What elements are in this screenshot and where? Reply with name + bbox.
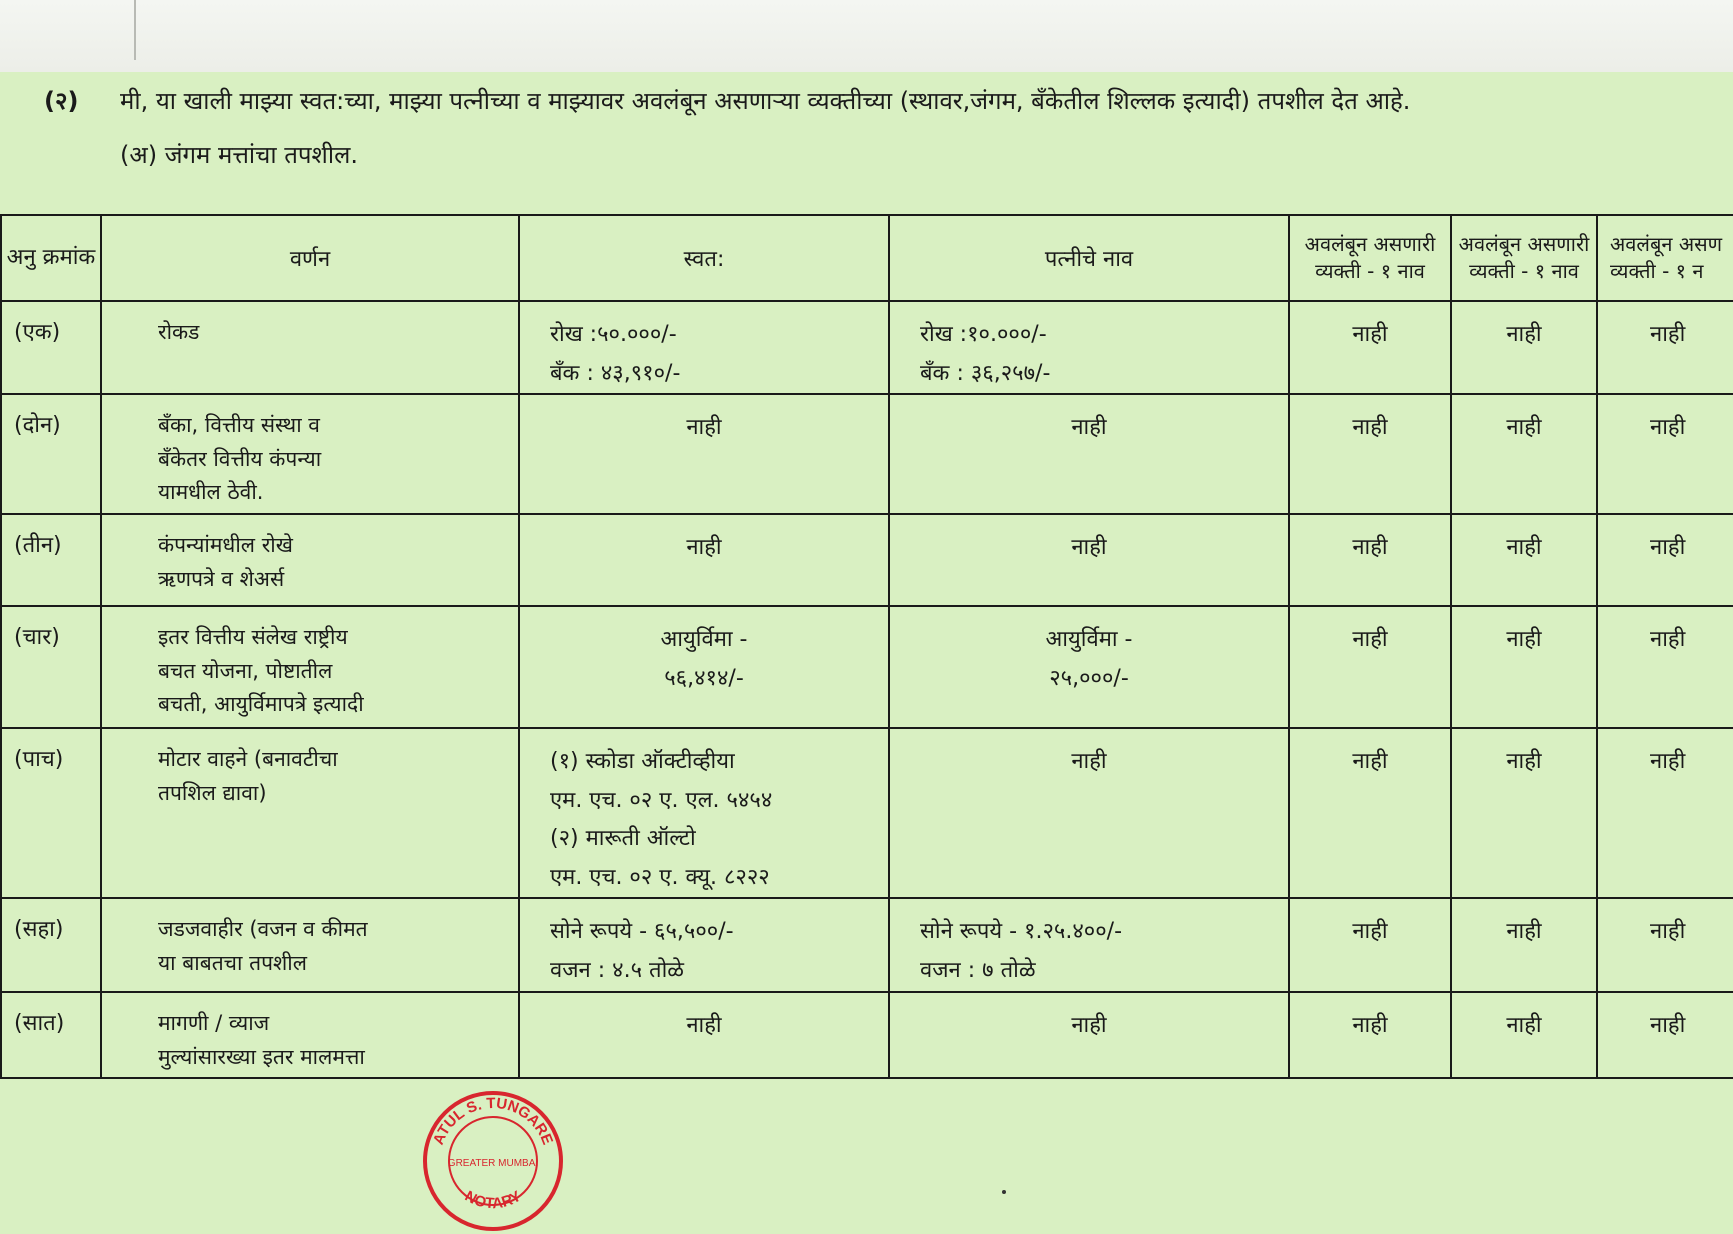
table-row — [1, 301, 1733, 394]
self-value-cell-line: (१) स्कोडा ऑक्टीव्हीया — [550, 749, 735, 774]
self-value-cell — [519, 606, 889, 728]
spouse-value-cell — [889, 514, 1289, 606]
table-row — [1, 728, 1733, 898]
spouse-value-cell-line: सोने रूपये - १.२५.४००/- — [920, 919, 1123, 944]
table-row — [1, 394, 1733, 514]
self-value-cell-line: नाही — [686, 535, 722, 560]
description-cell-line: रोकड — [158, 320, 200, 344]
spouse-value-cell-line: नाही — [1071, 749, 1107, 774]
description-cell-line: या बाबतचा तपशील — [158, 950, 307, 975]
stamp-name: ATUL S. TUNGARE — [429, 1094, 557, 1148]
spouse-value-cell-line: रोख :१०.०००/- — [920, 322, 1047, 347]
serial-cell: (दोन) — [1, 394, 101, 514]
dependent-3-cell: नाही — [1597, 301, 1733, 394]
description-cell-line: ऋणपत्रे व शेअर्स — [158, 566, 285, 591]
header-dependent-1: अवलंबून असणारी व्यक्ती - १ नाव — [1289, 215, 1451, 301]
header-dependent-3: अवलंबून असण व्यक्ती - १ न — [1597, 215, 1733, 301]
header-dependent-2: अवलंबून असणारी व्यक्ती - १ नाव — [1451, 215, 1597, 301]
serial-cell: (तीन) — [1, 514, 101, 606]
description-cell — [101, 394, 519, 514]
header-spouse: पत्नीचे नाव — [889, 215, 1289, 301]
notary-stamp — [420, 1088, 566, 1234]
description-cell — [101, 606, 519, 728]
self-value-cell-line: नाही — [686, 415, 722, 440]
dependent-1-cell: नाही — [1289, 606, 1451, 728]
description-cell-line: तपशिल द्यावा) — [158, 780, 267, 805]
spouse-value-cell — [889, 394, 1289, 514]
dependent-1-cell: नाही — [1289, 992, 1451, 1078]
spouse-value-cell-line: नाही — [1071, 535, 1107, 560]
description-cell-line: बचत योजना, पोष्टातील — [158, 658, 333, 683]
spouse-value-cell — [889, 728, 1289, 898]
serial-cell: (सात) — [1, 992, 101, 1078]
spouse-value-cell-line: २५,०००/- — [1049, 665, 1129, 691]
spouse-value-cell-line: नाही — [1071, 1013, 1107, 1038]
description-cell-line: यामधील ठेवी. — [158, 480, 264, 505]
self-value-cell — [519, 992, 889, 1078]
declaration-text: मी, या खाली माझ्या स्वत:च्या, माझ्या पत्नीच्या व माझ्यावर अवलंबून असणाऱ्या व्यक्तीच्या (स्थावर,जंगम, बँकेतील शिल्लक इत्यादी) तपशील देत आहे. — [120, 87, 1411, 115]
self-value-cell-line: (२) मारूती ऑल्टो — [550, 826, 696, 851]
dependent-1-cell: नाही — [1289, 394, 1451, 514]
description-cell-line: मोटार वाहने (बनावटीचा — [158, 747, 338, 771]
spouse-value-cell-line: नाही — [1071, 415, 1107, 440]
description-cell-line: कंपन्यांमधील रोखे — [158, 533, 293, 557]
dependent-2-cell: नाही — [1451, 514, 1597, 606]
description-cell — [101, 514, 519, 606]
spouse-value-cell — [889, 898, 1289, 992]
table-header-row — [1, 215, 1733, 301]
spouse-value-cell-line: वजन : ७ तोळे — [920, 957, 1036, 983]
self-value-cell-line: वजन : ४.५ तोळे — [550, 957, 684, 983]
self-value-cell — [519, 394, 889, 514]
dependent-3-cell: नाही — [1597, 514, 1733, 606]
self-value-cell-line: एम. एच. ०२ ए. क्यू. ८२२२ — [550, 864, 770, 890]
dependent-3-cell: नाही — [1597, 898, 1733, 992]
self-value-cell-line: रोख :५०.०००/- — [550, 322, 677, 347]
description-cell — [101, 992, 519, 1078]
spouse-value-cell — [889, 606, 1289, 728]
table-row — [1, 514, 1733, 606]
dependent-1-cell: नाही — [1289, 898, 1451, 992]
header-self: स्वत: — [519, 215, 889, 301]
description-cell-line: मागणी / व्याज — [158, 1011, 270, 1035]
description-cell-line: बँका, वित्तीय संस्था व — [158, 413, 320, 437]
ink-speck — [1002, 1190, 1006, 1194]
dependent-3-cell: नाही — [1597, 992, 1733, 1078]
description-cell-line: इतर वित्तीय संलेख राष्ट्रीय — [158, 625, 348, 649]
table-row — [1, 606, 1733, 728]
dependent-3-cell: नाही — [1597, 728, 1733, 898]
self-value-cell — [519, 514, 889, 606]
movable-assets-table — [0, 214, 1733, 1079]
self-value-cell-line: ५६,४१४/- — [664, 665, 744, 691]
self-value-cell-line: सोने रूपये - ६५,५००/- — [550, 919, 734, 944]
self-value-cell — [519, 728, 889, 898]
description-cell-line: बँकेतर वित्तीय कंपन्या — [158, 446, 322, 471]
description-cell — [101, 728, 519, 898]
page-above-edge — [0, 0, 1733, 72]
dependent-2-cell: नाही — [1451, 898, 1597, 992]
self-value-cell — [519, 301, 889, 394]
dependent-3-cell: नाही — [1597, 394, 1733, 514]
header-description: वर्णन — [101, 215, 519, 301]
self-value-cell-line: नाही — [686, 1013, 722, 1038]
serial-cell: (पाच) — [1, 728, 101, 898]
table-row — [1, 992, 1733, 1078]
dependent-1-cell: नाही — [1289, 514, 1451, 606]
header-serial: अनु क्रमांक — [1, 215, 101, 301]
spouse-value-cell-line: आयुर्विमा - — [1045, 627, 1133, 652]
spouse-value-cell — [889, 992, 1289, 1078]
self-value-cell-line: आयुर्विमा - — [660, 627, 748, 652]
section-number: (२) — [44, 87, 79, 115]
dependent-2-cell: नाही — [1451, 728, 1597, 898]
description-cell-line: बचती, आयुर्विमापत्रे इत्यादी — [158, 692, 364, 717]
paper-fold-line — [134, 0, 136, 60]
description-cell-line: मुल्यांसारख्या इतर मालमत्ता — [158, 1044, 365, 1069]
dependent-1-cell: नाही — [1289, 728, 1451, 898]
serial-cell: (एक) — [1, 301, 101, 394]
table-row — [1, 898, 1733, 992]
declaration-line — [44, 84, 1410, 117]
description-cell — [101, 898, 519, 992]
spouse-value-cell-line: बँक : ३६,२५७/- — [920, 360, 1051, 386]
dependent-2-cell: नाही — [1451, 394, 1597, 514]
dependent-2-cell: नाही — [1451, 992, 1597, 1078]
stamp-place: GREATER MUMBAI — [447, 1158, 539, 1169]
movable-assets-heading: (अ) जंगम मत्तांचा तपशील. — [120, 141, 358, 169]
dependent-3-cell: नाही — [1597, 606, 1733, 728]
serial-cell: (सहा) — [1, 898, 101, 992]
serial-cell: (चार) — [1, 606, 101, 728]
dependent-1-cell: नाही — [1289, 301, 1451, 394]
stamp-title: NOTARY — [461, 1187, 525, 1213]
dependent-2-cell: नाही — [1451, 606, 1597, 728]
self-value-cell-line: बँक : ४३,९१०/- — [550, 360, 681, 386]
spouse-value-cell — [889, 301, 1289, 394]
self-value-cell — [519, 898, 889, 992]
dependent-2-cell: नाही — [1451, 301, 1597, 394]
description-cell — [101, 301, 519, 394]
self-value-cell-line: एम. एच. ०२ ए. एल. ५४५४ — [550, 787, 773, 813]
description-cell-line: जडजवाहीर (वजन व कीमत — [158, 917, 368, 941]
